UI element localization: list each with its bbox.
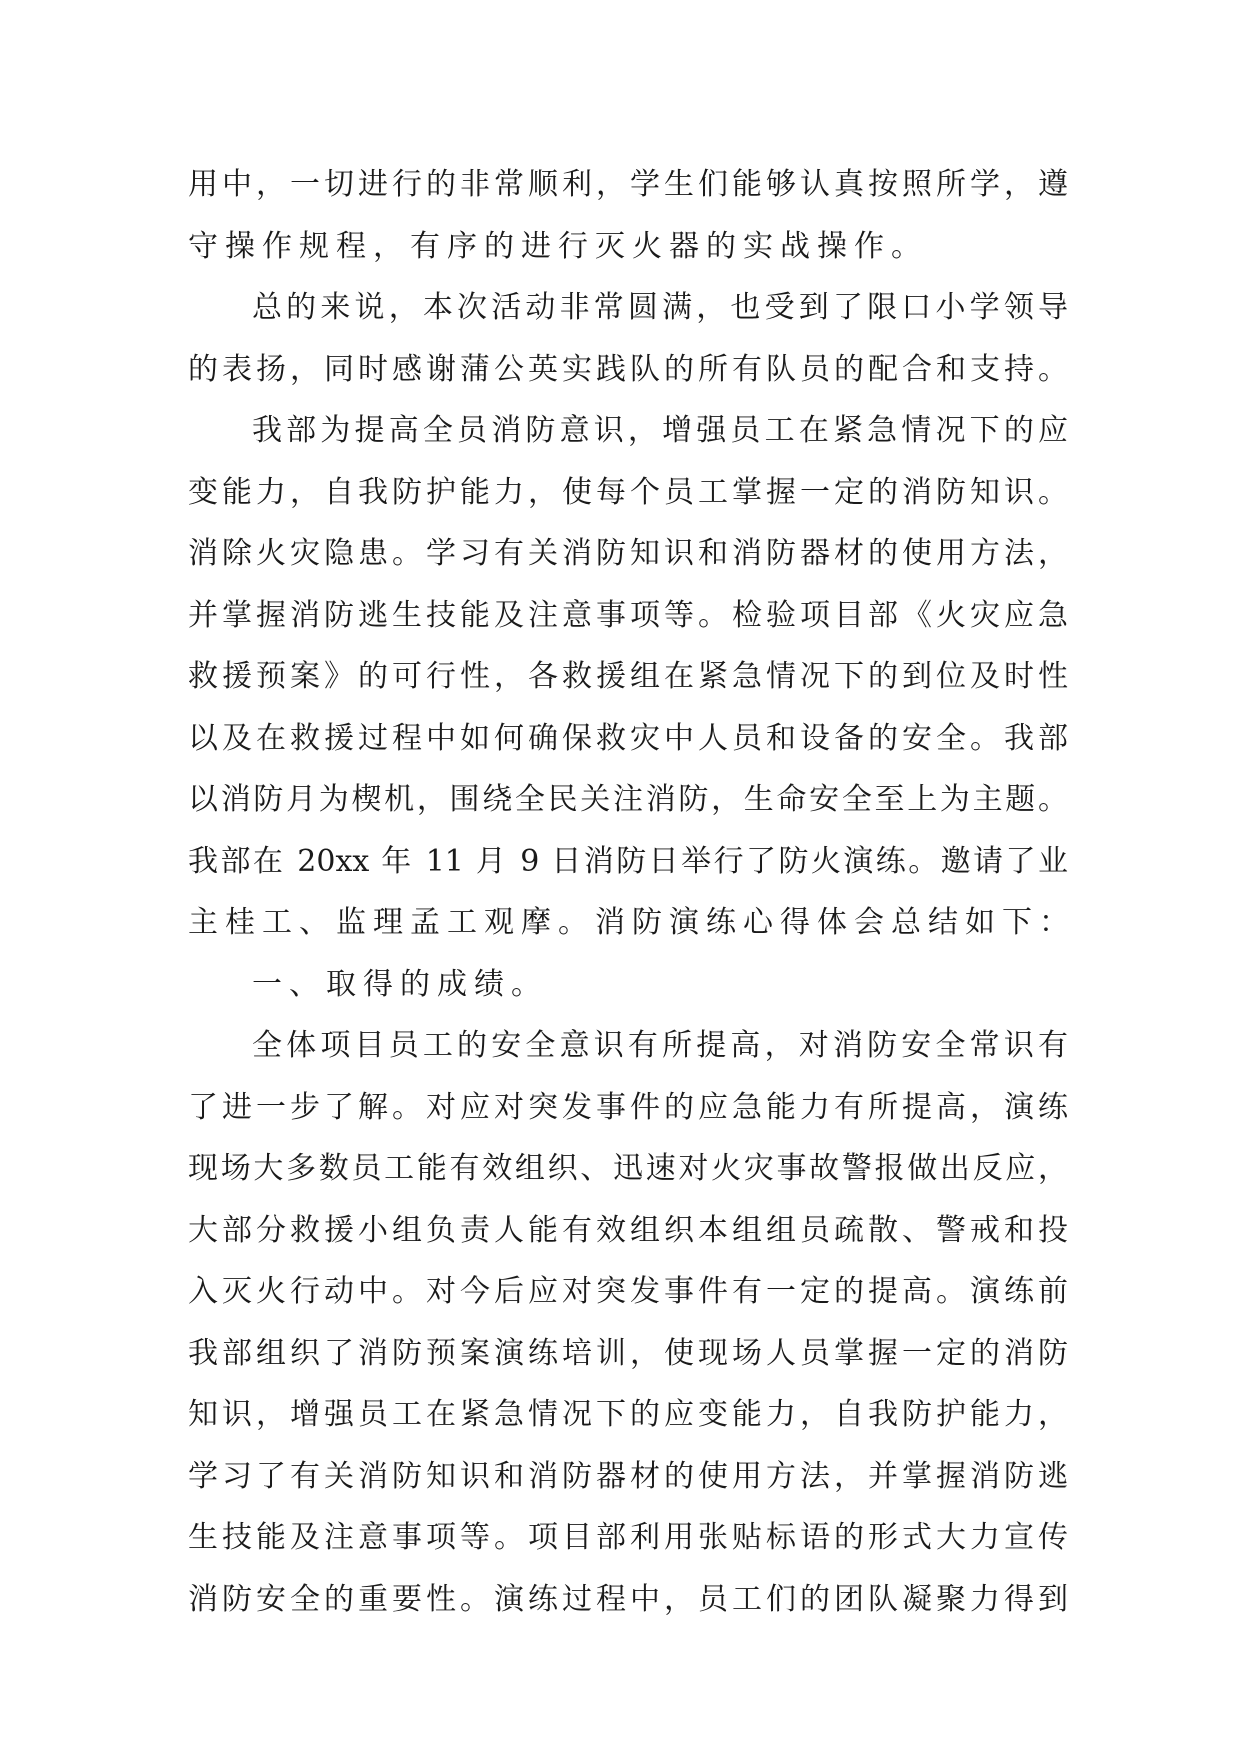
text-line: 了进一步了解。对应对突发事件的应急能力有所提高，演练 (188, 1089, 1068, 1125)
text-line: 变能力，自我防护能力，使每个员工掌握一定的消防知识。 (188, 474, 1068, 510)
text-line: 大部分救援小组负责人能有效组织本组组员疏散、警戒和投 (188, 1212, 1068, 1248)
text-line: 消防安全的重要性。演练过程中，员工们的团队凝聚力得到 (188, 1581, 1068, 1617)
text-line: 的表扬，同时感谢蒲公英实践队的所有队员的配合和支持。 (188, 351, 1068, 387)
text-line: 学习了有关消防知识和消防器材的使用方法，并掌握消防逃 (188, 1458, 1068, 1494)
text-line: 知识，增强员工在紧急情况下的应变能力，自我防护能力， (188, 1397, 1068, 1432)
text-line: 我部组织了消防预案演练培训，使现场人员掌握一定的消防 (188, 1335, 1068, 1371)
text-line: 生技能及注意事项等。项目部利用张贴标语的形式大力宣传 (188, 1520, 1068, 1555)
text-line: 现场大多数员工能有效组织、迅速对火灾事故警报做出反应， (188, 1151, 1068, 1186)
body-text (188, 154, 1076, 1630)
paragraph-first-line: 全体项目员工的安全意识有所提高，对消防安全常识有 (252, 1028, 1068, 1063)
paragraph-first-line: 总的来说，本次活动非常圆满，也受到了限口小学领导 (252, 290, 1068, 325)
text-line: 守操作规程，有序的进行灭火器的实战操作。 (188, 228, 928, 264)
text-line: 并掌握消防逃生技能及注意事项等。检验项目部《火灾应急 (188, 597, 1068, 633)
text-line: 主桂工、监理孟工观摩。消防演练心得体会总结如下： (188, 905, 1076, 940)
text-line: 以及在救援过程中如何确保救灾中人员和设备的安全。我部 (188, 720, 1068, 756)
text-line: 救援预案》的可行性，各救援组在紧急情况下的到位及时性 (188, 659, 1068, 694)
text-line: 我部在 20xx 年 11 月 9 日消防日举行了防火演练。邀请了业 (188, 843, 1068, 879)
text-line: 消除火灾隐患。学习有关消防知识和消防器材的使用方法， (188, 536, 1068, 571)
paragraph-first-line: 我部为提高全员消防意识，增强员工在紧急情况下的应 (252, 413, 1068, 448)
text-line: 用中，一切进行的非常顺利，学生们能够认真按照所学，遵 (188, 167, 1068, 202)
section-heading: 一、取得的成绩。 (252, 966, 548, 1002)
text-line: 以消防月为楔机，围绕全民关注消防，生命安全至上为主题。 (188, 782, 1068, 817)
text-line: 入灭火行动中。对今后应对突发事件有一定的提高。演练前 (188, 1274, 1068, 1309)
